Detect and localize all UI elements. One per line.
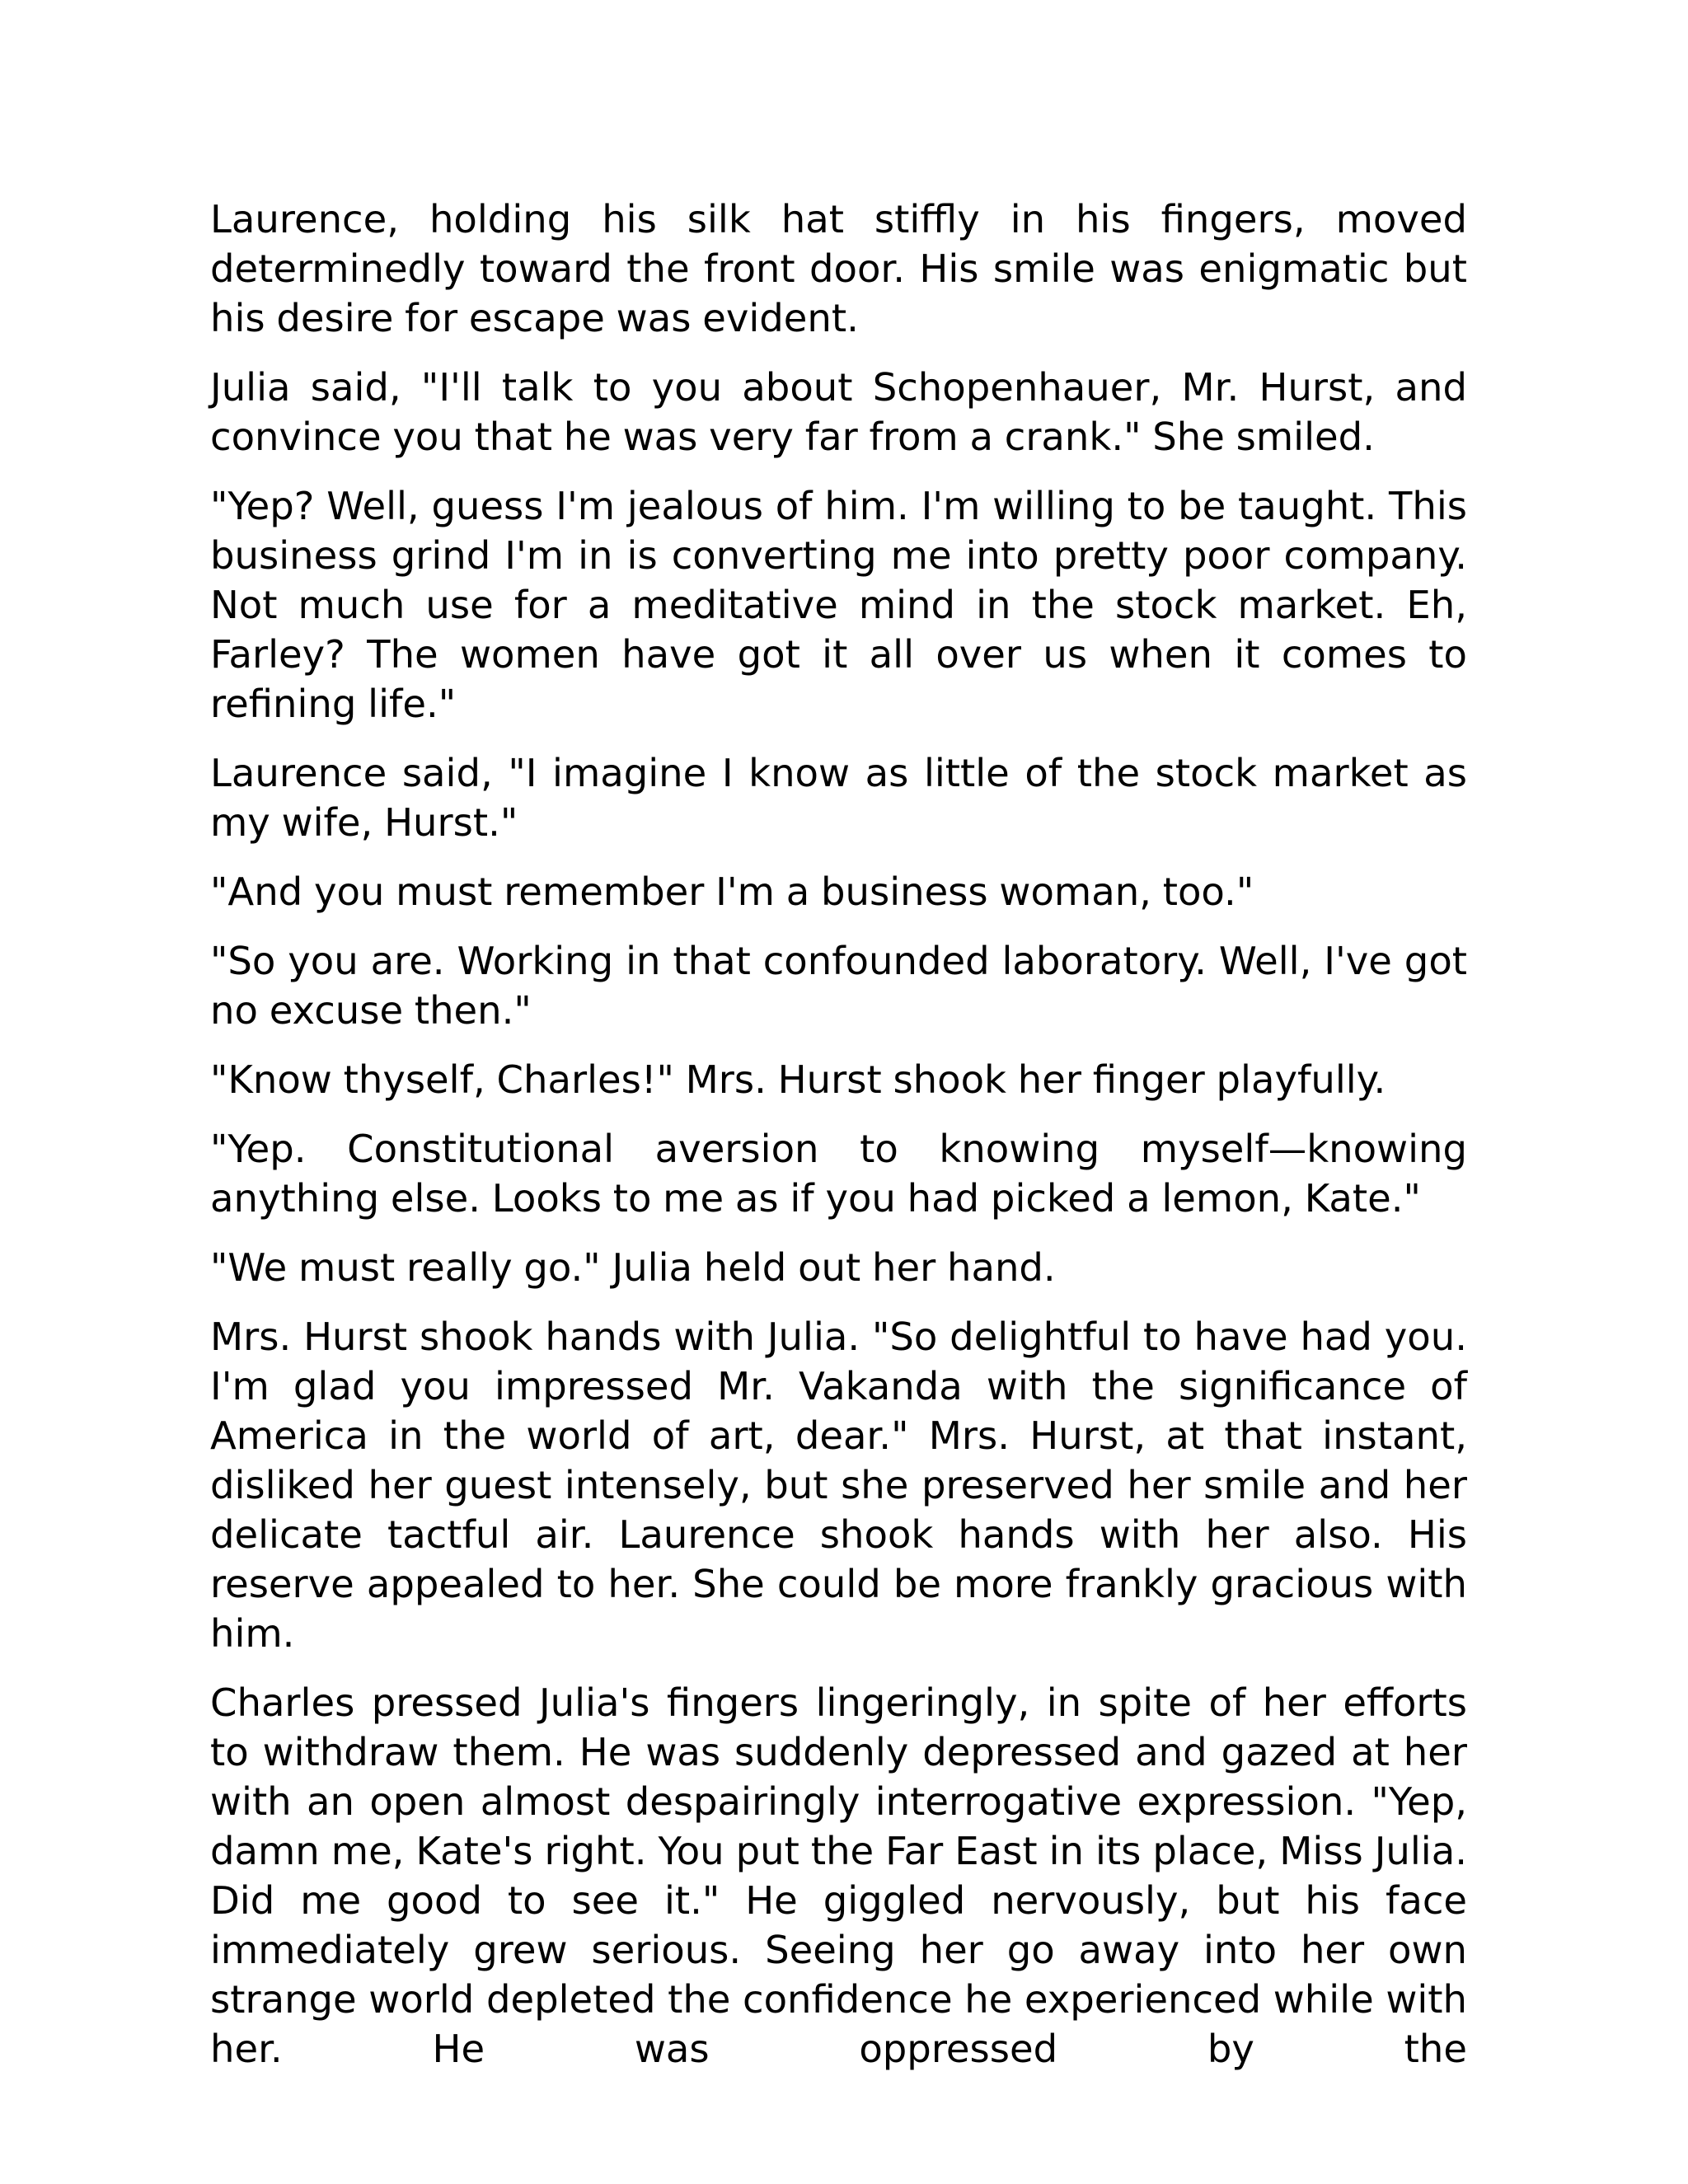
paragraph-4: Laurence said, "I imagine I know as little of the stock market as my wife, Hurst."	[210, 751, 1467, 845]
paragraph-2: Julia said, "I'll talk to you about Schopenhauer, Mr. Hurst, and convince you that he was very far from a crank." She smiled.	[210, 365, 1467, 459]
paragraph-8: "Yep. Constitutional aversion to knowing myself—knowing anything else. Looks to me as if you had picked a lemon, Kate."	[210, 1127, 1467, 1221]
paragraph-6: "So you are. Working in that confounded laboratory. Well, I've got no excuse then."	[210, 939, 1467, 1033]
paragraph-7: "Know thyself, Charles!" Mrs. Hurst shook her finger playfully.	[210, 1057, 1386, 1102]
paragraph-5: "And you must remember I'm a business woman, too."	[210, 869, 1254, 914]
paragraph-11: Charles pressed Julia's fingers lingeringly, in spite of her efforts to withdraw them. He was suddenly depressed and gazed at her with an open almost despairingly interrogative expression. "Yep, damn me, Kate's right. You put the Far East in its place, Miss Julia. Did me good to see it." He giggled nervously, but his face immediately grew serious. Seeing her go away into her own strange world depleted the confidence he experienced while with her. He was oppressed by the	[210, 1680, 1467, 2071]
body-text	[210, 194, 1467, 2093]
paragraph-3: "Yep? Well, guess I'm jealous of him. I'm willing to be taught. This business grind I'm in is converting me into pretty poor company. Not much use for a meditative mind in the stock market. Eh, Farley? The women have got it all over us when it comes to refining life."	[210, 484, 1467, 726]
paragraph-1: Laurence, holding his silk hat stiffly in his fingers, moved determinedly toward the front door. His smile was enigmatic but his desire for escape was evident.	[210, 197, 1467, 340]
paragraph-10: Mrs. Hurst shook hands with Julia. "So delightful to have had you. I'm glad you impressed Mr. Vakanda with the significance of America in the world of art, dear." Mrs. Hurst, at that instant, disliked her guest intensely, but she preserved her smile and her delicate tactful air. Laurence shook hands with her also. His reserve appealed to her. She could be more frankly gracious with him.	[210, 1315, 1467, 1656]
paragraph-9: "We must really go." Julia held out her hand.	[210, 1245, 1056, 1290]
